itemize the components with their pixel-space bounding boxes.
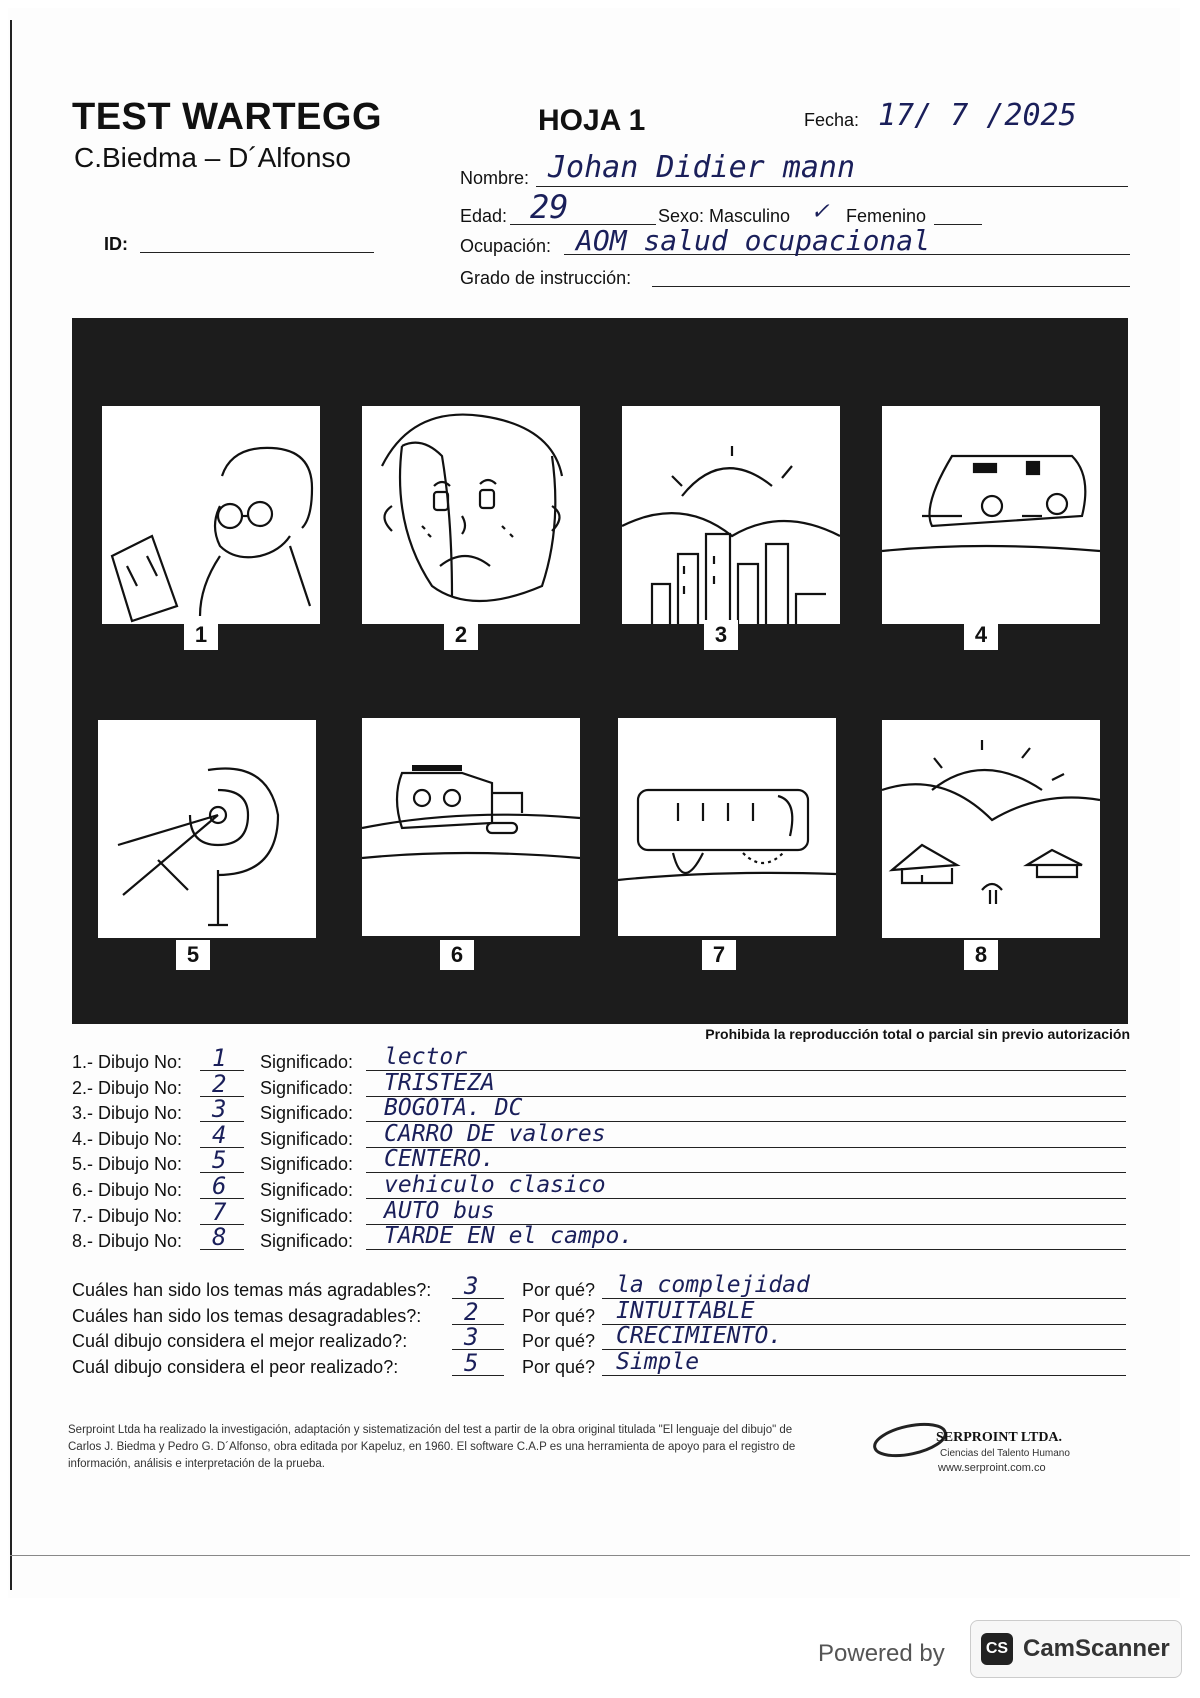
significado-value: CARRO DE valores — [384, 1120, 606, 1147]
por-que-label: Por qué? — [522, 1280, 596, 1300]
question-label: Cuál dibujo considera el mejor realizado?: — [72, 1331, 408, 1352]
significado-value: vehiculo clasico — [384, 1172, 606, 1198]
significado-value: AUTO bus — [384, 1197, 495, 1224]
por-que-value: la complejidad — [616, 1272, 810, 1298]
test-title: TEST WARTEGG — [72, 96, 382, 138]
meaning-row — [72, 1120, 1132, 1153]
por-que-line — [602, 1375, 1126, 1376]
dibujo-label: 2.- Dibujo No: — [72, 1077, 183, 1098]
por-que-label: Por qué? — [522, 1356, 596, 1377]
camscanner-badge — [970, 1620, 1182, 1678]
camscanner-logo-icon: CS — [981, 1633, 1013, 1665]
fecha-label: Fecha: — [804, 110, 860, 130]
drawing-number-3: 3 — [704, 620, 738, 650]
dibujo-label: 1.- Dibujo No: — [72, 1052, 183, 1072]
fecha-value: 17/ 7 /2025 — [878, 98, 1077, 133]
dibujo-number: 8 — [212, 1223, 227, 1252]
nombre-label: Nombre: — [460, 168, 530, 188]
ocupacion-label: Ocupación: — [460, 236, 552, 256]
por-que-value: Simple — [616, 1348, 700, 1375]
meaning-row — [72, 1044, 1132, 1076]
drawing-3-city — [622, 406, 840, 624]
question-row — [72, 1272, 1132, 1304]
dibujo-label: 3.- Dibujo No: — [72, 1103, 183, 1124]
edad-label: Edad: — [460, 206, 508, 226]
significado-label: Significado: — [260, 1077, 354, 1098]
question-number: 2 — [464, 1297, 479, 1326]
question-row — [72, 1348, 1132, 1381]
reproduction-notice: Prohibida la reproducción total o parcial sin previo autorización — [705, 1026, 1130, 1042]
question-row — [72, 1297, 1132, 1330]
dibujo-label: 4.- Dibujo No: — [72, 1128, 183, 1149]
camscanner-brand: CamScanner — [1023, 1635, 1170, 1662]
test-authors: C.Biedma – D´Alfonso — [74, 142, 352, 173]
significado-label: Significado: — [260, 1231, 354, 1252]
significado-value: TARDE EN el campo. — [384, 1223, 634, 1250]
drawing-number-4: 4 — [964, 620, 998, 650]
significado-line — [366, 1249, 1126, 1250]
dibujo-number: 2 — [212, 1069, 227, 1098]
question-number: 3 — [464, 1323, 479, 1352]
id-label: ID: — [104, 234, 128, 254]
significado-value: BOGOTA. DC — [384, 1095, 523, 1122]
nombre-value: Johan Didier mann — [548, 150, 856, 185]
meaning-row — [72, 1172, 1132, 1204]
question-label: Cuáles han sido los temas desagradables?: — [72, 1305, 422, 1326]
dibujo-label: 6.- Dibujo No: — [72, 1180, 183, 1200]
drawing-8-countryside — [882, 720, 1100, 938]
significado-label: Significado: — [260, 1205, 354, 1226]
significado-value: lector — [384, 1044, 468, 1070]
drawing-1-reader — [102, 406, 320, 624]
footer-text: Serproint Ltda ha realizado la investigación, adaptación y sistematización del test a partir de la obra original titulada "El lenguaje del dibujo" de Carlos J. Biedma y Pedro G. D´Alfonso, obra editada por Kapeluz, en 1960. El software C.A.P es una herramienta de apoyo para el registro de información, análisis e interpretación de la prueba. — [68, 1424, 796, 1470]
significado-value: CENTERO. — [384, 1146, 495, 1173]
por-que-label: Por qué? — [522, 1305, 596, 1326]
significado-value: TRISTEZA — [384, 1069, 495, 1096]
company-subtitle: Ciencias del Talento Humano — [940, 1448, 1070, 1459]
drawing-7-bus — [618, 718, 836, 936]
powered-by-text: Powered by — [818, 1640, 945, 1667]
drawing-number-2: 2 — [444, 620, 478, 650]
meaning-row — [72, 1069, 1132, 1102]
drawing-5-target — [98, 720, 316, 938]
drawing-6-classic-car — [362, 718, 580, 936]
question-label: Cuáles han sido los temas más agradables?: — [72, 1280, 432, 1300]
nombre-line — [536, 186, 1128, 187]
dibujo-label: 5.- Dibujo No: — [72, 1154, 183, 1175]
femenino-label: Femenino — [846, 206, 927, 226]
significado-label: Significado: — [260, 1052, 354, 1072]
dibujo-number: 4 — [212, 1120, 227, 1149]
company-website: www.serproint.com.co — [938, 1462, 1046, 1474]
drawing-number-8: 8 — [964, 940, 998, 970]
drawing-2-sad-face — [362, 406, 580, 624]
question-number: 3 — [464, 1272, 479, 1300]
drawing-number-1: 1 — [184, 620, 218, 650]
grado-label: Grado de instrucción: — [460, 268, 632, 288]
significado-label: Significado: — [260, 1103, 354, 1124]
grado-line — [652, 286, 1130, 287]
significado-label: Significado: — [260, 1154, 354, 1175]
page-bottom-rule — [10, 1555, 1190, 1556]
question-label: Cuál dibujo considera el peor realizado?: — [72, 1356, 399, 1377]
id-line — [140, 252, 374, 253]
dibujo-number: 5 — [212, 1146, 227, 1175]
dibujo-number: 6 — [212, 1172, 227, 1200]
dibujo-label: 7.- Dibujo No: — [72, 1205, 183, 1226]
dibujo-number: 3 — [212, 1095, 227, 1124]
drawing-number-6: 6 — [440, 940, 474, 970]
company-name: SERPROINT LTDA. — [936, 1430, 1063, 1445]
sheet-label: HOJA 1 — [538, 104, 646, 137]
drawing-4-truck — [882, 406, 1100, 624]
dibujo-label: 8.- Dibujo No: — [72, 1231, 183, 1252]
meaning-row — [72, 1223, 1132, 1255]
por-que-label: Por qué? — [522, 1331, 596, 1352]
por-que-value: CRECIMIENTO. — [616, 1323, 783, 1350]
por-que-value: INTUITABLE — [616, 1297, 755, 1324]
ocupacion-value: AOM salud ocupacional — [576, 224, 931, 257]
page-edge — [10, 20, 12, 1590]
drawing-number-7: 7 — [702, 940, 736, 970]
question-number: 5 — [464, 1348, 479, 1377]
drawings-grid — [72, 318, 1128, 1024]
significado-label: Significado: — [260, 1180, 354, 1200]
sexo-mark: ✓ — [812, 196, 828, 226]
femenino-line — [934, 224, 982, 225]
significado-label: Significado: — [260, 1128, 354, 1149]
sexo-label: Sexo: Masculino — [658, 206, 791, 226]
edad-value: 29 — [530, 188, 569, 226]
dibujo-number: 7 — [212, 1197, 227, 1226]
drawing-number-5: 5 — [176, 940, 210, 970]
dibujo-number: 1 — [212, 1044, 227, 1072]
question-row — [72, 1323, 1132, 1355]
